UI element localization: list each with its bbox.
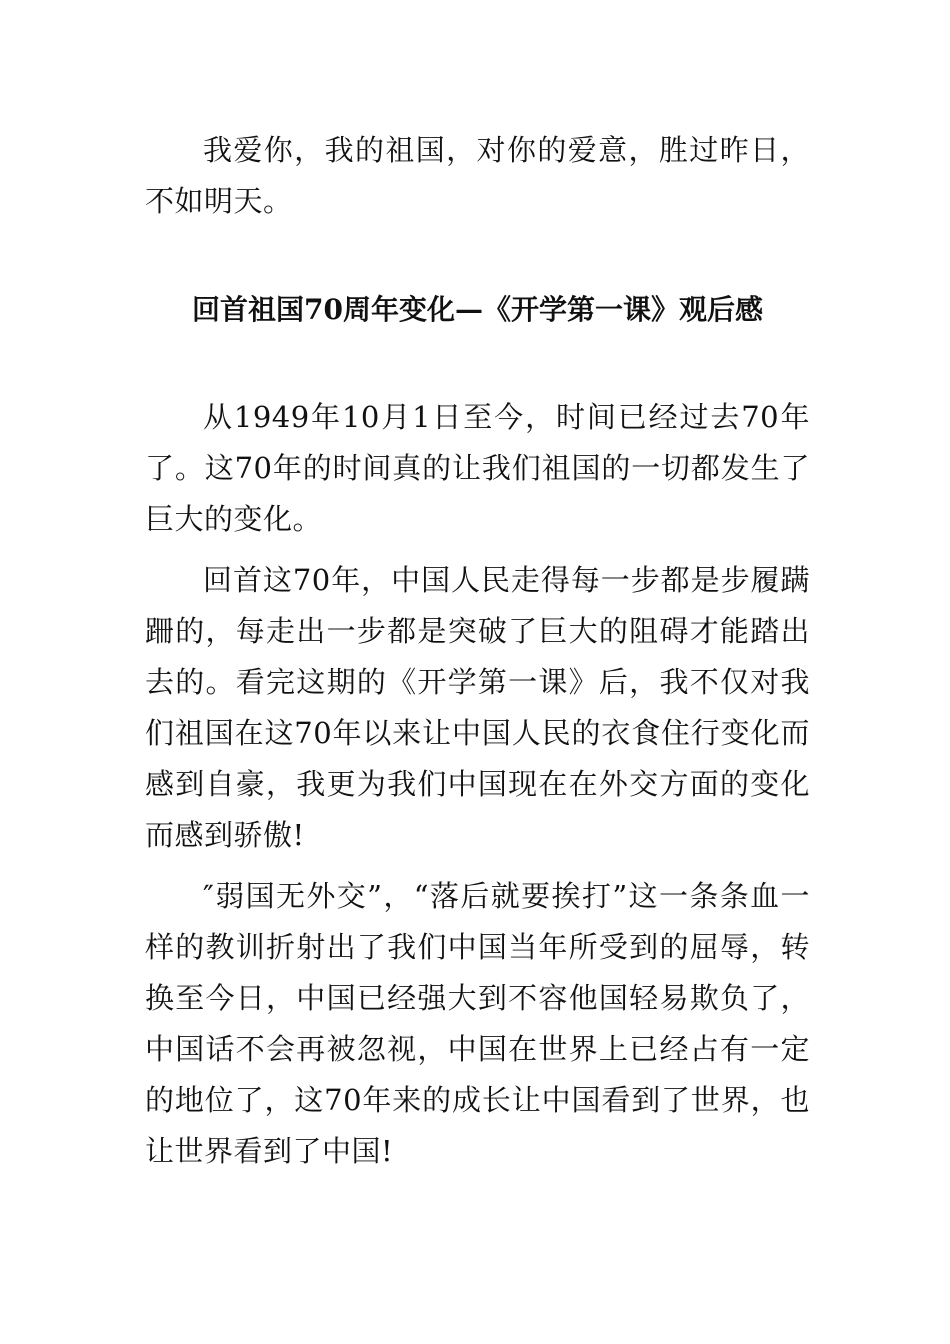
body-paragraph-1: 从1949年10月1日至今，时间已经过去70年了。这70年的时间真的让我们祖国的一切都发生了巨大的变化。 [145,400,810,536]
spacer [145,861,810,871]
document-page [145,125,810,1177]
spacer [145,545,810,555]
document-title: 回首祖国70周年变化—《开学第一课》观后感 [192,293,763,326]
body-paragraph-2: 回首这70年，中国人民走得每一步都是步履蹒跚的，每走出一步都是突破了巨大的阻碍才能踏出去的。看完这期的《开学第一课》后，我不仅对我们祖国在这70年以来让中国人民的衣食住行变化而感到自豪，我更为我们中国现在在外交方面的变化而感到骄傲! [145,563,810,852]
intro-paragraph: 我爱你，我的祖国，对你的爱意，胜过昨日，不如明天。 [145,133,810,218]
spacer [145,335,810,392]
spacer [145,227,810,284]
body-paragraph-3: ″弱国无外交”，“落后就要挨打”这一条条血一样的教训折射出了我们中国当年所受到的屈辱，转换至今日，中国已经强大到不容他国轻易欺负了，中国话不会再被忽视，中国在世界上已经占有一定的地位了，这70年来的成长让中国看到了世界，也让世界看到了中国! [145,879,810,1168]
